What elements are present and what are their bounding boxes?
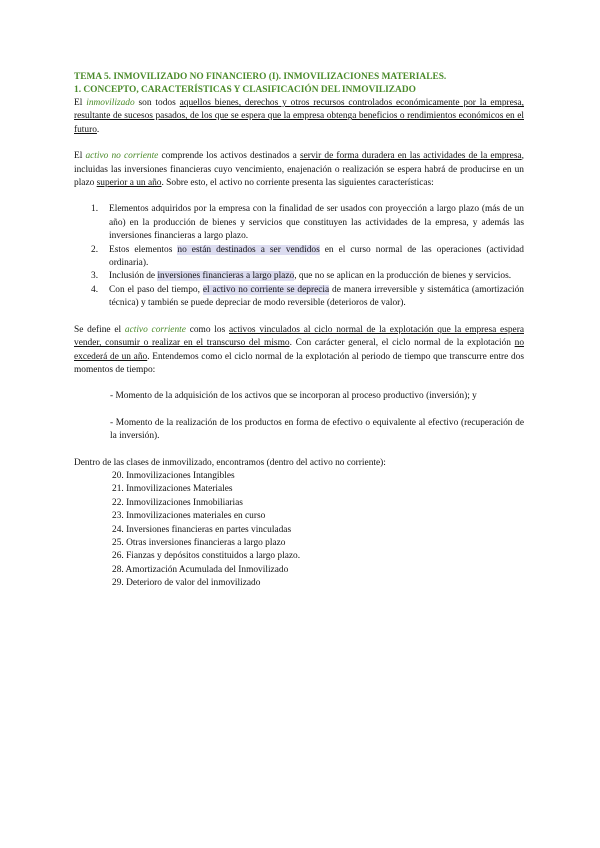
class-item: 23. Inmovilizaciones materiales en curso	[112, 511, 266, 522]
text-run: comprende los activos destinados a	[158, 151, 300, 162]
list-item	[91, 284, 524, 311]
term-activo-corriente: activo corriente	[124, 324, 186, 335]
text-run: de manera irreversible y sistemática (amortización técnica) y también se puede depreciar de modo reversible (deterioros de valor).	[109, 284, 524, 309]
document-body	[74, 71, 524, 591]
characteristics-list	[74, 203, 524, 310]
moment-item: - Momento de la realización de los productos en forma de efectivo o equivalente al efectivo (recuperación de la inversión).	[110, 417, 524, 442]
list-number: 2.	[91, 244, 99, 255]
class-item: 29. Deterioro de valor del inmovilizado	[112, 578, 261, 589]
text-run: .	[96, 124, 100, 135]
paragraph-activo-corriente	[74, 324, 524, 378]
list-item	[91, 203, 524, 243]
underlined-phrase: no excederá de un año	[74, 338, 524, 362]
text-run: El	[74, 151, 86, 162]
text-run: Elementos adquiridos por la empresa con la finalidad de ser usados con proyección a largo plazo (más de un año) en la producción de bienes y servicios que constituyen las actividades de la empresa, y además las inversiones financieras a largo plazo.	[109, 204, 524, 242]
text-run: , incluidas las inversiones financieras cuyo vencimiento, enajenación o realización se espera habrá de producirse en un plazo	[74, 151, 524, 189]
highlighted-phrase: inversiones financieras a largo plazo	[157, 271, 295, 282]
text-run: Con el paso del tiempo,	[109, 284, 203, 295]
term-inmovilizado: inmovilizado	[86, 98, 135, 108]
text-run: . Sobre esto, el activo no corriente presenta las siguientes características:	[161, 178, 434, 189]
list-number: 1.	[91, 204, 99, 215]
underlined-phrase: servir de forma duradera en las actividades de la empresa	[299, 151, 522, 162]
text-run: . Entendemos como el ciclo normal de la explotación al periodo de tiempo que transcurre entre dos momentos de tiempo:	[74, 351, 525, 375]
class-item: 25. Otras inversiones financieras a largo plazo	[112, 537, 286, 548]
text-run: . Con carácter general, el ciclo normal de la explotación	[289, 338, 515, 349]
class-item: 21. Inmovilizaciones Materiales	[112, 484, 233, 495]
classes-list	[74, 470, 524, 591]
class-item: 24. Inversiones financieras en partes vinculadas	[112, 524, 292, 535]
underlined-phrase: activos vinculados al ciclo normal de la explotación que la empresa espera vender, consumir o realizar en el transcurso del mismo	[74, 324, 524, 349]
text-run: en el curso normal de las operaciones (actividad ordinaria).	[109, 244, 524, 269]
class-item: 26. Fianzas y depósitos constituidos a largo plazo.	[112, 551, 301, 562]
list-number: 3.	[91, 271, 99, 282]
paragraph-inmovilizado	[74, 97, 524, 137]
section-heading: 1. CONCEPTO, CARACTERÍSTICAS Y CLASIFICACIÓN DEL INMOVILIZADO	[74, 84, 416, 95]
class-item: 28. Amortización Acumulada del Inmovilizado	[112, 564, 289, 575]
text-run: El	[74, 98, 87, 108]
class-item: 20. Inmovilizaciones Intangibles	[112, 470, 235, 481]
term-activo-no-corriente: activo no corriente	[85, 151, 159, 162]
text-run: Inclusión de	[109, 271, 158, 282]
list-item	[91, 270, 524, 283]
highlighted-phrase: el activo no corriente se deprecia	[202, 284, 330, 295]
definition-underlined: aquellos bienes, derechos y otros recursos controlados económicamente por la empresa, resultante de sucesos pasados, de los que se espera que la empresa obtenga beneficios o rendimientos económicos en el futuro	[74, 98, 524, 135]
text-run: , que no se aplican en la producción de bienes y servicios.	[294, 271, 512, 282]
moment-item: - Momento de la adquisición de los activos que se incorporan al proceso productivo (inversión); y	[110, 391, 477, 402]
highlighted-phrase: no están destinados a ser vendidos	[177, 244, 320, 255]
paragraph-activo-no-corriente	[74, 150, 524, 190]
text-run: Se define el	[74, 324, 125, 335]
list-item	[91, 244, 524, 271]
class-item: 22. Inmovilizaciones Inmobiliarias	[112, 497, 243, 508]
paragraph-classes-intro: Dentro de las clases de inmovilizado, encontramos (dentro del activo no corriente):	[74, 457, 386, 468]
list-number: 4.	[91, 284, 99, 295]
topic-title: TEMA 5. INMOVILIZADO NO FINANCIERO (I). INMOVILIZACIONES MATERIALES.	[74, 72, 447, 82]
text-run: como los	[185, 324, 229, 335]
text-run: son todos	[134, 98, 180, 108]
text-run: Estos elementos	[109, 244, 178, 255]
underlined-phrase: superior a un año	[96, 178, 162, 189]
